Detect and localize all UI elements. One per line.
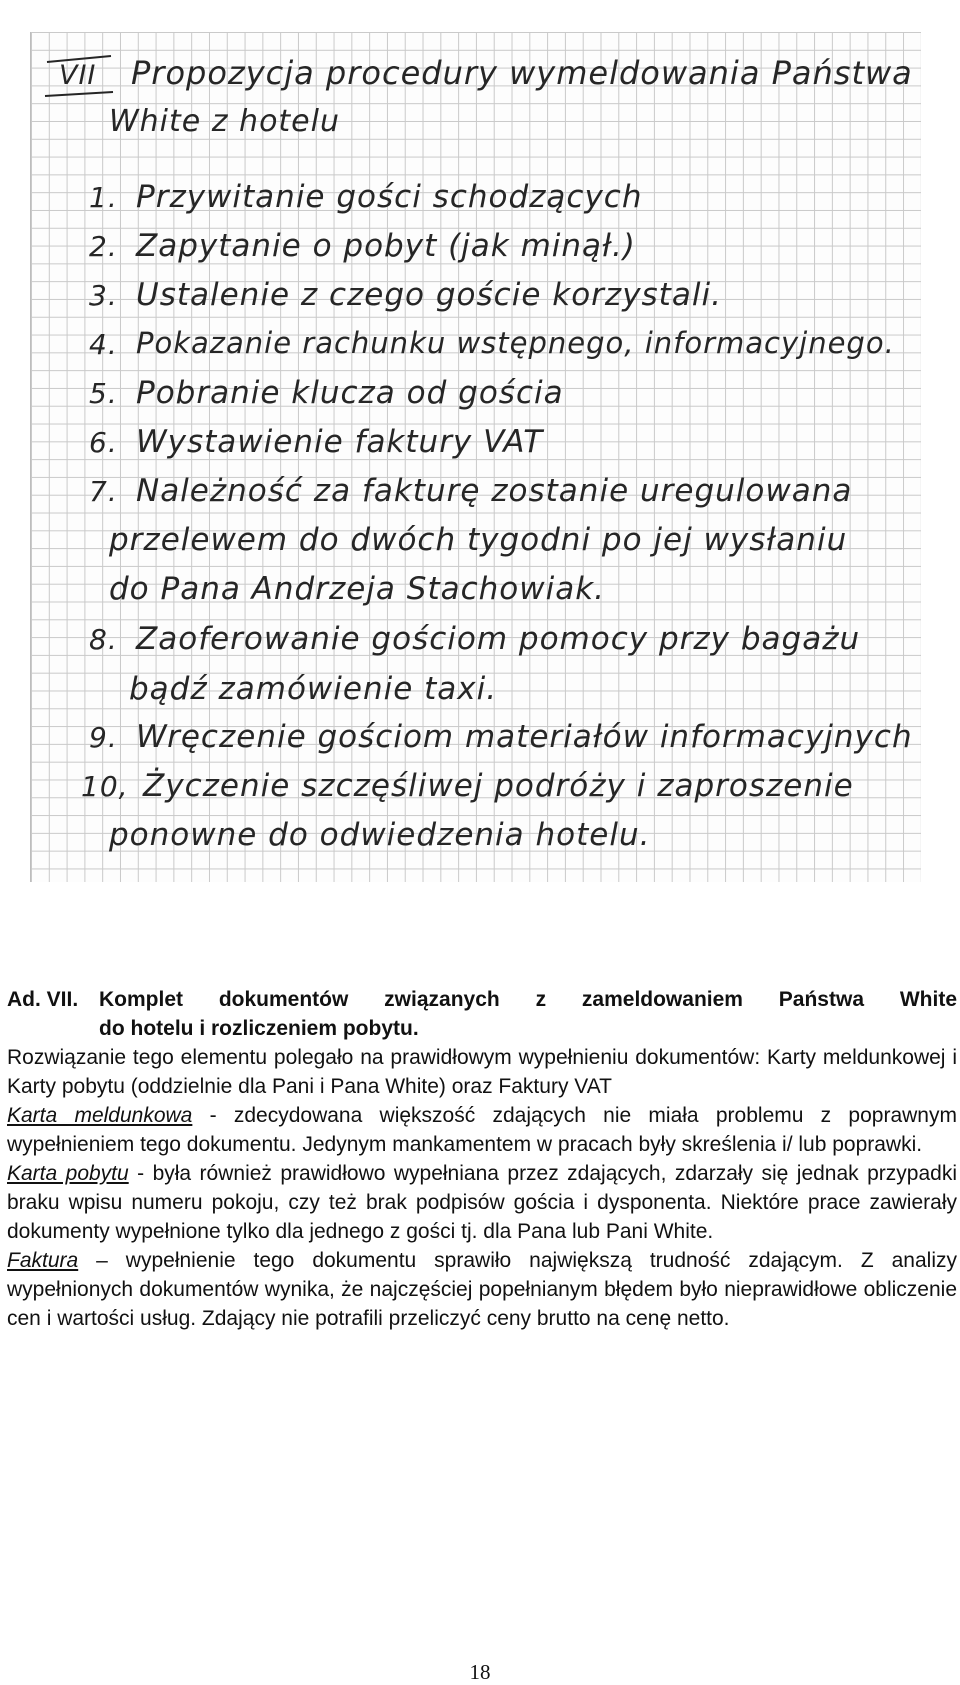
note-item-text: Zaoferowanie gościom pomocy przy bagażu	[136, 621, 861, 657]
note-item-number: 8.	[89, 623, 118, 656]
karta-pobytu-text: - była również prawidłowo wypełniana przez zdających, zdarzały się jednak przypadki braku wpisu numeru pokoju, czy też brak podpisów gościa i dysponenta. Niektóre prace zawierały dokumenty wypełnione tylko dla jednego z gości tj. dla Pana lub Pani White.	[7, 1162, 957, 1243]
faktura-term: Faktura	[7, 1249, 79, 1272]
note-item-text: Wystawienie faktury VAT	[136, 424, 544, 460]
karta-meldunkowa-term: Karta meldunkowa	[7, 1104, 193, 1127]
note-item-number: 5.	[89, 377, 118, 410]
note-item-text: Pokazanie rachunku wstępnego, informacyjnego.	[136, 326, 895, 360]
intro-paragraph: Rozwiązanie tego elementu polegało na prawidłowym wypełnieniu dokumentów: Karty meldunkowej i Karty pobytu (oddzielnie dla Pani i Pana White) oraz Faktury VAT	[7, 1046, 957, 1098]
karta-pobytu-paragraph	[7, 1159, 957, 1246]
note-item-text: Zapytanie o pobyt (jak minął.)	[136, 228, 636, 264]
note-item-number: 3.	[89, 279, 118, 312]
report-heading	[7, 985, 957, 1014]
note-title-line1: Propozycja procedury wymeldowania Państwa	[131, 54, 913, 92]
note-item-continuation: przelewem do dwóch tygodni po jej wysłaniu	[109, 522, 848, 558]
section-roman-numeral: VII	[59, 60, 97, 91]
heading-section-number: Ad. VII.	[7, 988, 79, 1011]
note-item-number: 7.	[89, 475, 118, 508]
karta-meldunkowa-text: - zdecydowana większość zdających nie miała problemu z poprawnym wypełnieniem tego dokumentu. Jedynym mankamentem w pracach były skreślenia i/ lub poprawki.	[7, 1104, 957, 1156]
note-item-text: Pobranie klucza od gościa	[136, 375, 564, 411]
note-item-number: 1.	[89, 181, 118, 214]
note-title-line2: White z hotelu	[109, 104, 340, 139]
note-item-text: Życzenie szczęśliwej podróży i zaproszenie	[143, 768, 854, 804]
note-item-number: 4.	[89, 328, 118, 361]
note-item-text: Należność za fakturę zostanie uregulowana	[136, 473, 853, 509]
karta-meldunkowa-paragraph	[7, 1101, 957, 1159]
page-number: 18	[469, 1660, 491, 1684]
note-item-number: 2.	[89, 230, 118, 263]
report-section	[7, 985, 957, 1333]
note-item-continuation: ponowne do odwiedzenia hotelu.	[109, 817, 651, 853]
faktura-paragraph	[7, 1246, 957, 1333]
note-item-text: Wręczenie gościom materiałów informacyjnych	[136, 719, 913, 755]
note-item-number: 10,	[81, 770, 129, 803]
note-item-number: 9.	[89, 721, 118, 754]
note-item-continuation: do Pana Andrzeja Stachowiak.	[109, 571, 606, 607]
karta-pobytu-term: Karta pobytu	[7, 1162, 129, 1185]
note-item-continuation: bądź zamówienie taxi.	[129, 671, 498, 707]
note-item-number: 6.	[89, 426, 118, 459]
heading-title-line2: do hotelu i rozliczeniem pobytu.	[99, 1017, 419, 1040]
note-item-text: Ustalenie z czego goście korzystali.	[136, 277, 722, 313]
heading-title-line1: Komplet dokumentów związanych z zameldowaniem Państwa White	[99, 988, 957, 1011]
note-item-text: Przywitanie gości schodzących	[136, 179, 643, 215]
faktura-text: – wypełnienie tego dokumentu sprawiło największą trudność zdającym. Z analizy wypełnionych dokumentów wynika, że najczęściej popełnianym błędem było nieprawidłowe obliczenie cen i wartości usług. Zdający nie potrafili przeliczyć ceny brutto na cenę netto.	[7, 1249, 957, 1330]
handwritten-scan	[30, 32, 921, 882]
